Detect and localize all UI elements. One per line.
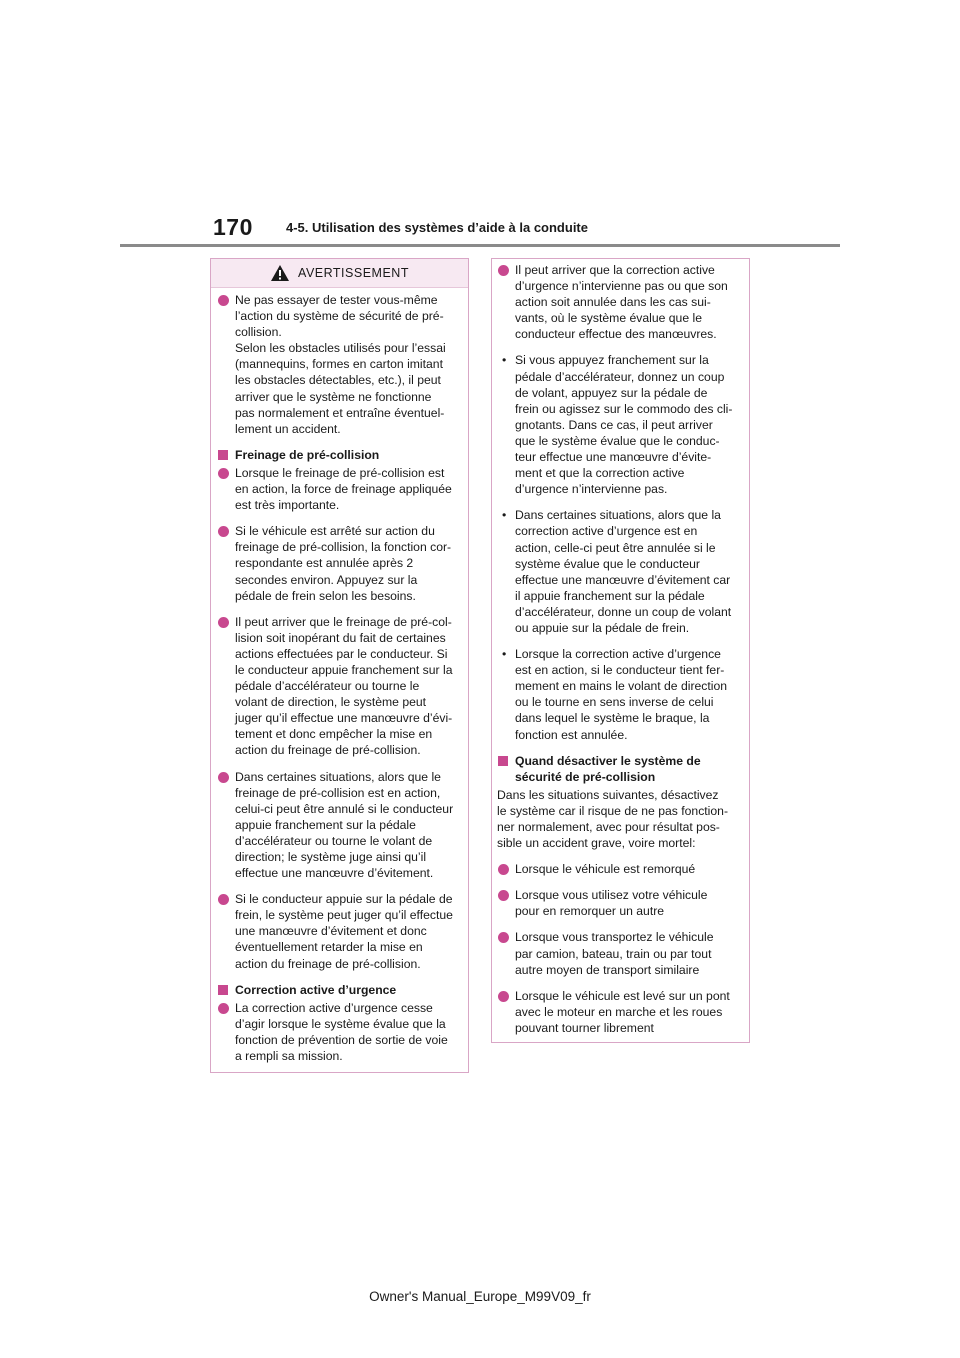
section-title: 4-5. Utilisation des systèmes d’aide à la conduite [286,220,588,235]
disable-heading-text: Quand désactiver le système de sécurité de pré-collision [515,753,701,784]
list-item [497,262,743,342]
sub-bullet-mark: • [502,508,507,523]
steering-heading-text: Correction active d’urgence [235,982,397,997]
list-item-text: Lorsque vous utilisez votre véhicule pour en remorquer un autre [515,888,708,919]
footer-text: Owner's Manual_Europe_M99V09_fr [369,1289,591,1304]
list-item [217,523,460,603]
sub-list-item [497,507,743,636]
bullet-dot-icon [498,932,509,943]
warning-text: Ne pas essayer de tester vous-même l’action du système de sécurité de pré- collision. Selon les obstacles utilisés pour l’essai (mannequins, formes en carton imitant les obstacles détectables, etc.), il peut arriver que le système ne fonctionne pas normalement et entraîne éventuel- lement un accident. [235,293,446,436]
list-item-text: Dans certaines situations, alors que le freinage de pré-collision est en action, celui-ci peut être annulé si le conducteur appuie franchement sur la pédale d’accélérateur ou tourne le volant de direction; le système juge ainsi qu’il effectue une manœuvre d’évitement. [235,769,454,881]
bullet-dot-icon [218,617,229,628]
warning-title: AVERTISSEMENT [298,266,409,280]
list-item-text: La correction active d’urgence cesse d’agir lorsque le système évalue que la fonction de prévention de sortie de voie a rempli sa mission. [235,1000,448,1064]
continuation-box [491,258,750,1043]
bullet-dot-icon [498,864,509,875]
list-item-text: Il peut arriver que le freinage de pré-col- lision soit inopérant du fait de certaines actions effectuées par le conducteur. Si le conducteur appuie franchement sur la pédale d’accélérateur ou tourne le volant de direction, le système peut juger qu’il effectue une manœuvre d’évi- tement et donc empêcher la mise en action du freinage de pré-collision. [235,614,453,758]
list-item [217,1000,460,1064]
warning-bullet [217,292,460,437]
heading-square-icon [218,450,228,460]
sub-list-item [497,352,743,497]
heading-square-icon [498,756,508,766]
list-item [497,861,743,877]
list-item [217,465,460,513]
list-item-text: Lorsque le véhicule est levé sur un pont avec le moteur en marche et les roues pouvant tourner librement [515,988,730,1035]
list-item-text: Lorsque vous transportez le véhicule par camion, bateau, train ou par tout autre moyen de transport similaire [515,930,714,977]
sub-bullet-mark: • [502,353,507,368]
list-item [217,891,460,971]
sub-list-item-text: Si vous appuyez franchement sur la pédale d’accélérateur, donnez un coup de volant, appuyez sur la pédale de frein ou agissez sur le commodo des cli- gnotants. Dans ce cas, il peut arriver que le système évalue que le conduc- teur effectue une manœuvre d’évite- ment et que la correction active d’urgence n’intervienne pas. [515,353,733,497]
bullet-dot-icon [218,468,229,479]
warning-triangle-icon [270,264,290,282]
bullet-dot-icon [218,894,229,905]
sub-bullet-mark: • [502,647,507,662]
list-item [217,614,460,759]
list-item-text: Lorsque le véhicule est remorqué [515,862,696,877]
braking-heading [217,447,460,463]
sub-list-item-text: Lorsque la correction active d’urgence est en action, si le conducteur tient fer- mement en mains le volant de direction ou le tourne en sens inverse de celui dans lequel le système le braque, la fonction est annulée. [515,647,728,742]
list-item-text: Il peut arriver que la correction active d’urgence n’intervienne pas ou que son action soit annulée dans les cas sui- vants, où le système évalue que le conducteur effectue des manœuvres. [515,263,728,342]
header-rule [120,244,840,247]
warning-content [211,288,468,1064]
list-item [497,929,743,977]
list-item-text: Lorsque le freinage de pré-collision est en action, la force de freinage appliquée est très importante. [235,465,452,513]
heading-square-icon [218,985,228,995]
list-item [497,988,743,1036]
page-number: 170 [213,214,253,240]
bullet-dot-icon [498,890,509,901]
bullet-dot-icon [498,991,509,1002]
sub-list-item-text: Dans certaines situations, alors que la correction active d’urgence est en action, celle-ci peut être annulée si le système évalue que le conducteur effectue une manœuvre d’évitement car il appuie franchement sur la pédale d’accélérateur, donne un coup de volant ou appuie sur la pédale de frein. [515,508,732,635]
bullet-dot-icon [498,265,509,276]
list-item [217,769,460,882]
warning-box [210,258,469,1073]
bullet-dot-icon [218,295,229,306]
disable-heading [497,753,743,785]
steering-heading [217,982,460,998]
list-item-text: Si le véhicule est arrêté sur action du freinage de pré-collision, la fonction cor- respondante est annulée après 2 secondes environ. Appuyez sur la pédale de frein selon les besoins. [235,524,452,603]
warning-header [211,259,468,288]
list-item-text: Si le conducteur appuie sur la pédale de frein, le système peut juger qu’il effectue une manœuvre d’évitement et donc éventuellement retarder la mise en action du freinage de pré-collision. [235,892,453,971]
disable-intro: Dans les situations suivantes, désactivez le système car il risque de ne pas fonction- ner normalement, avec pour résultat pos- sible un accident grave, voire mortel: [497,787,728,851]
continuation-content [492,259,749,1036]
list-item [497,887,743,919]
bullet-dot-icon [218,1003,229,1014]
sub-list-item [497,646,743,743]
bullet-dot-icon [218,526,229,537]
braking-heading-text: Freinage de pré-collision [235,447,380,462]
bullet-dot-icon [218,772,229,783]
